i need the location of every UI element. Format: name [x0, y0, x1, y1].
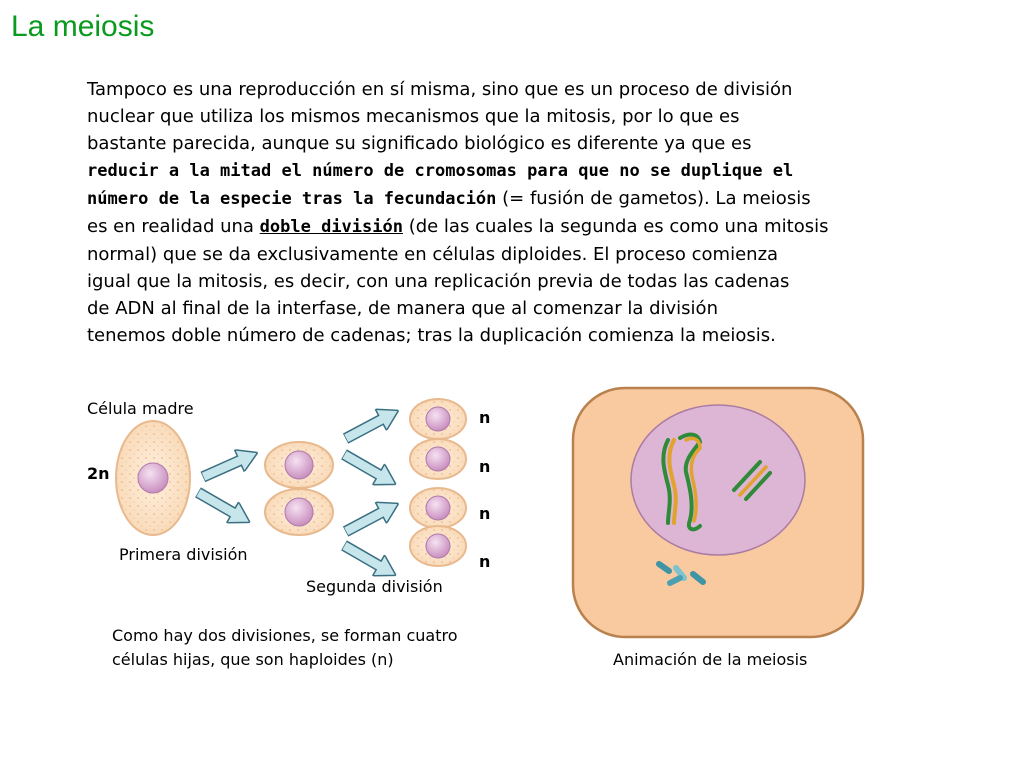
haploid-label: n: [479, 457, 491, 476]
paragraph-line: nuclear que utiliza los mismos mecanismos que la mitosis, por lo que es: [87, 106, 740, 127]
paragraph-line: igual que la mitosis, es decir, con una replicación previa de todas las cadenas: [87, 271, 790, 292]
paragraph-line: es en realidad una: [87, 216, 260, 237]
second-division-label: Segunda división: [306, 577, 443, 596]
caption-line: Como hay dos divisiones, se forman cuatro: [112, 626, 458, 645]
paragraph-line: (de las cuales la segunda es como una mitosis: [402, 216, 829, 237]
haploid-cell-4: [410, 526, 466, 566]
haploid-label: n: [479, 552, 491, 571]
arrow-first-division-up: [198, 442, 263, 488]
daughter-cell-1: [265, 442, 333, 488]
paragraph-line: tenemos doble número de cadenas; tras la duplicación comienza la meiosis.: [87, 325, 776, 346]
arrow-second-division-2: [338, 444, 402, 495]
haploid-cell-2: [410, 439, 466, 479]
paragraph-line: Tampoco es una reproducción en sí misma, sino que es un proceso de división: [87, 79, 793, 100]
arrow-second-division-3: [340, 493, 404, 542]
animation-caption: Animación de la meiosis: [613, 650, 808, 669]
paragraph-line: de ADN al final de la interfase, de manera que al comenzar la división: [87, 298, 718, 319]
haploid-cell-1: [410, 399, 466, 439]
arrow-first-division-down: [192, 482, 256, 533]
haploid-cell-3: [410, 488, 466, 528]
underlined-emphasis-text: doble división: [259, 217, 403, 237]
haploid-label: n: [479, 504, 491, 523]
slide-title: La meiosis: [11, 10, 155, 43]
paragraph-line: normal) que se da exclusivamente en células diploides. El proceso comienza: [87, 244, 779, 265]
emphasis-text: número de la especie tras la fecundación: [87, 189, 497, 209]
caption-line: células hijas, que son haploides (n): [112, 650, 394, 669]
first-division-label: Primera división: [119, 545, 248, 564]
emphasis-text: reducir a la mitad el número de cromosomas para que no se duplique el: [87, 161, 794, 181]
daughter-cell-2: [265, 489, 333, 535]
ploidy-2n-label: 2n: [87, 464, 110, 483]
mother-cell: [116, 421, 190, 535]
meiosis-animation[interactable]: [573, 388, 863, 637]
arrow-second-division-1: [340, 400, 404, 449]
paragraph-line: bastante parecida, aunque su significado biológico es diferente ya que es: [87, 133, 752, 154]
paragraph-line: (= fusión de gametos). La meiosis: [496, 188, 811, 209]
haploid-label: n: [479, 408, 491, 427]
mother-cell-label: Célula madre: [87, 399, 194, 418]
